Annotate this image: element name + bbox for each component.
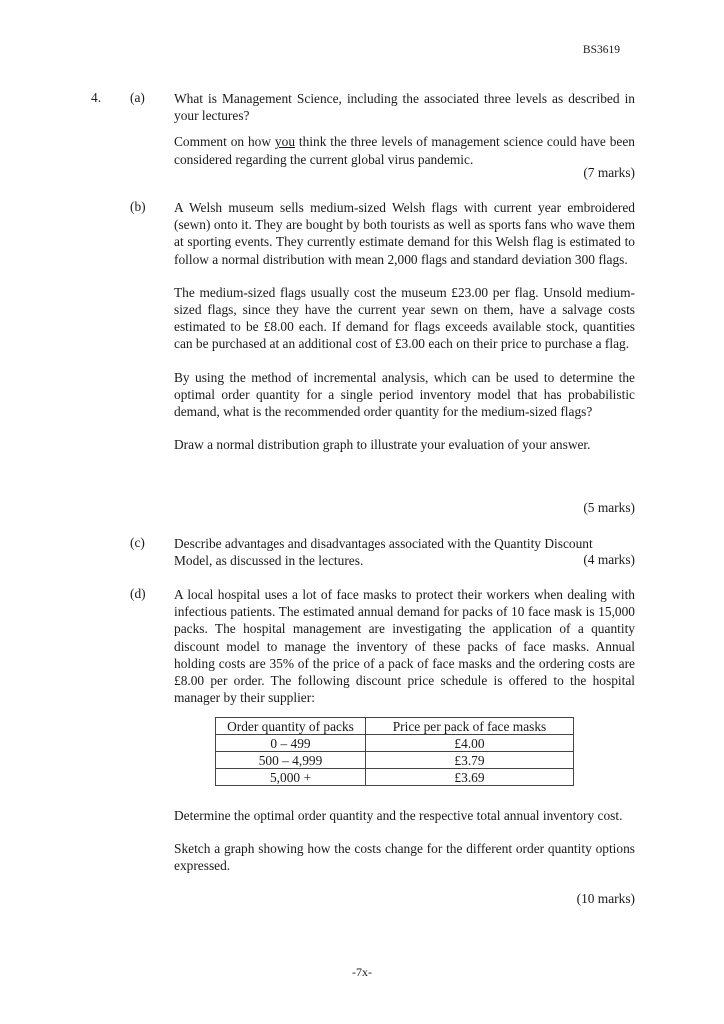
part-d-marks: (10 marks) [576, 891, 635, 906]
part-a-label: (a) [130, 90, 145, 105]
table-row [216, 735, 574, 752]
table-cell-quantity: 500 – 4,999 [216, 752, 366, 769]
part-b-marks: (5 marks) [583, 500, 635, 515]
table-cell-quantity: 5,000 + [216, 769, 366, 786]
discount-schedule-table [215, 717, 574, 786]
part-c-marks: (4 marks) [583, 552, 635, 567]
part-a-question: What is Management Science, including the associated three levels as described in your lectures? [174, 91, 635, 124]
part-b-graph-instruction: Draw a normal distribution graph to illustrate your evaluation of your answer. [174, 437, 591, 453]
part-b-scenario: A Welsh museum sells medium-sized Welsh flags with current year embroidered (sewn) onto it. They are bought by both tourists as well as sports fans who wave them at sporting events. They currently estimate demand for this Welsh flag is estimated to follow a normal distribution with mean 2,000 flags and standard deviation 300 flags. [174, 200, 635, 267]
part-d-sketch: Sketch a graph showing how the costs change for the different order quantity options expressed. [174, 841, 635, 874]
table-row [216, 769, 574, 786]
question-number: 4. [91, 90, 102, 105]
table-cell-price: £3.69 [366, 769, 574, 786]
table-header-quantity: Order quantity of packs [216, 718, 366, 735]
page-number: -7x- [352, 965, 372, 979]
part-d-body [174, 807, 635, 875]
part-d-scenario: A local hospital uses a lot of face masks to protect their workers when dealing with infectious patients. The estimated annual demand for packs of 10 face mask is 15,000 packs. The hospital management are investigating the application of a quantity discount model to manage the inventory of these packs of face masks. Annual holding costs are 35% of the price of a pack of face masks and the ordering costs are £8.00 per order. The following discount price schedule is offered to the hospital manager by their supplier: [174, 587, 635, 706]
part-c-line2: Model, as discussed in the lectures. [174, 553, 364, 568]
document-code: BS3619 [582, 44, 620, 56]
part-a-body [174, 90, 635, 168]
table-row [216, 752, 574, 769]
part-a-comment-post: think the three levels of management science could have been considered regarding the current global virus pandemic. [174, 134, 635, 167]
part-d-determine: Determine the optimal order quantity and the respective total annual inventory cost. [174, 808, 623, 823]
part-a-comment-emphasis: you [274, 134, 296, 150]
table-cell-price: £4.00 [366, 735, 574, 752]
part-b-label: (b) [130, 199, 146, 214]
part-b-body [174, 199, 635, 453]
part-c-label: (c) [130, 535, 145, 550]
part-b-costs: The medium-sized flags usually cost the museum £23.00 per flag. Unsold medium-sized flags, since they have the current year sewn on them, have a salvage costs estimated to be £8.00 each. If demand for flags exceeds available stock, quantities can be purchased at an additional cost of £3.00 each on their price to purchase a flag. [174, 284, 635, 352]
part-d-label: (d) [130, 586, 146, 601]
part-a-comment-pre: Comment on how [174, 134, 275, 150]
table-cell-price: £3.79 [366, 752, 574, 769]
part-a-comment [174, 133, 635, 167]
table-header-price: Price per pack of face masks [366, 718, 574, 735]
part-a-marks: (7 marks) [583, 165, 635, 180]
part-b-question: By using the method of incremental analysis, which can be used to determine the optimal order quantity for a single period inventory model that has probabilistic demand, what is the recommended order quantity for the medium-sized flags? [174, 369, 635, 420]
table-cell-quantity: 0 – 499 [216, 735, 366, 752]
part-c-line1: Describe advantages and disadvantages associated with the Quantity Discount [174, 536, 593, 551]
table-header-row [216, 718, 574, 735]
